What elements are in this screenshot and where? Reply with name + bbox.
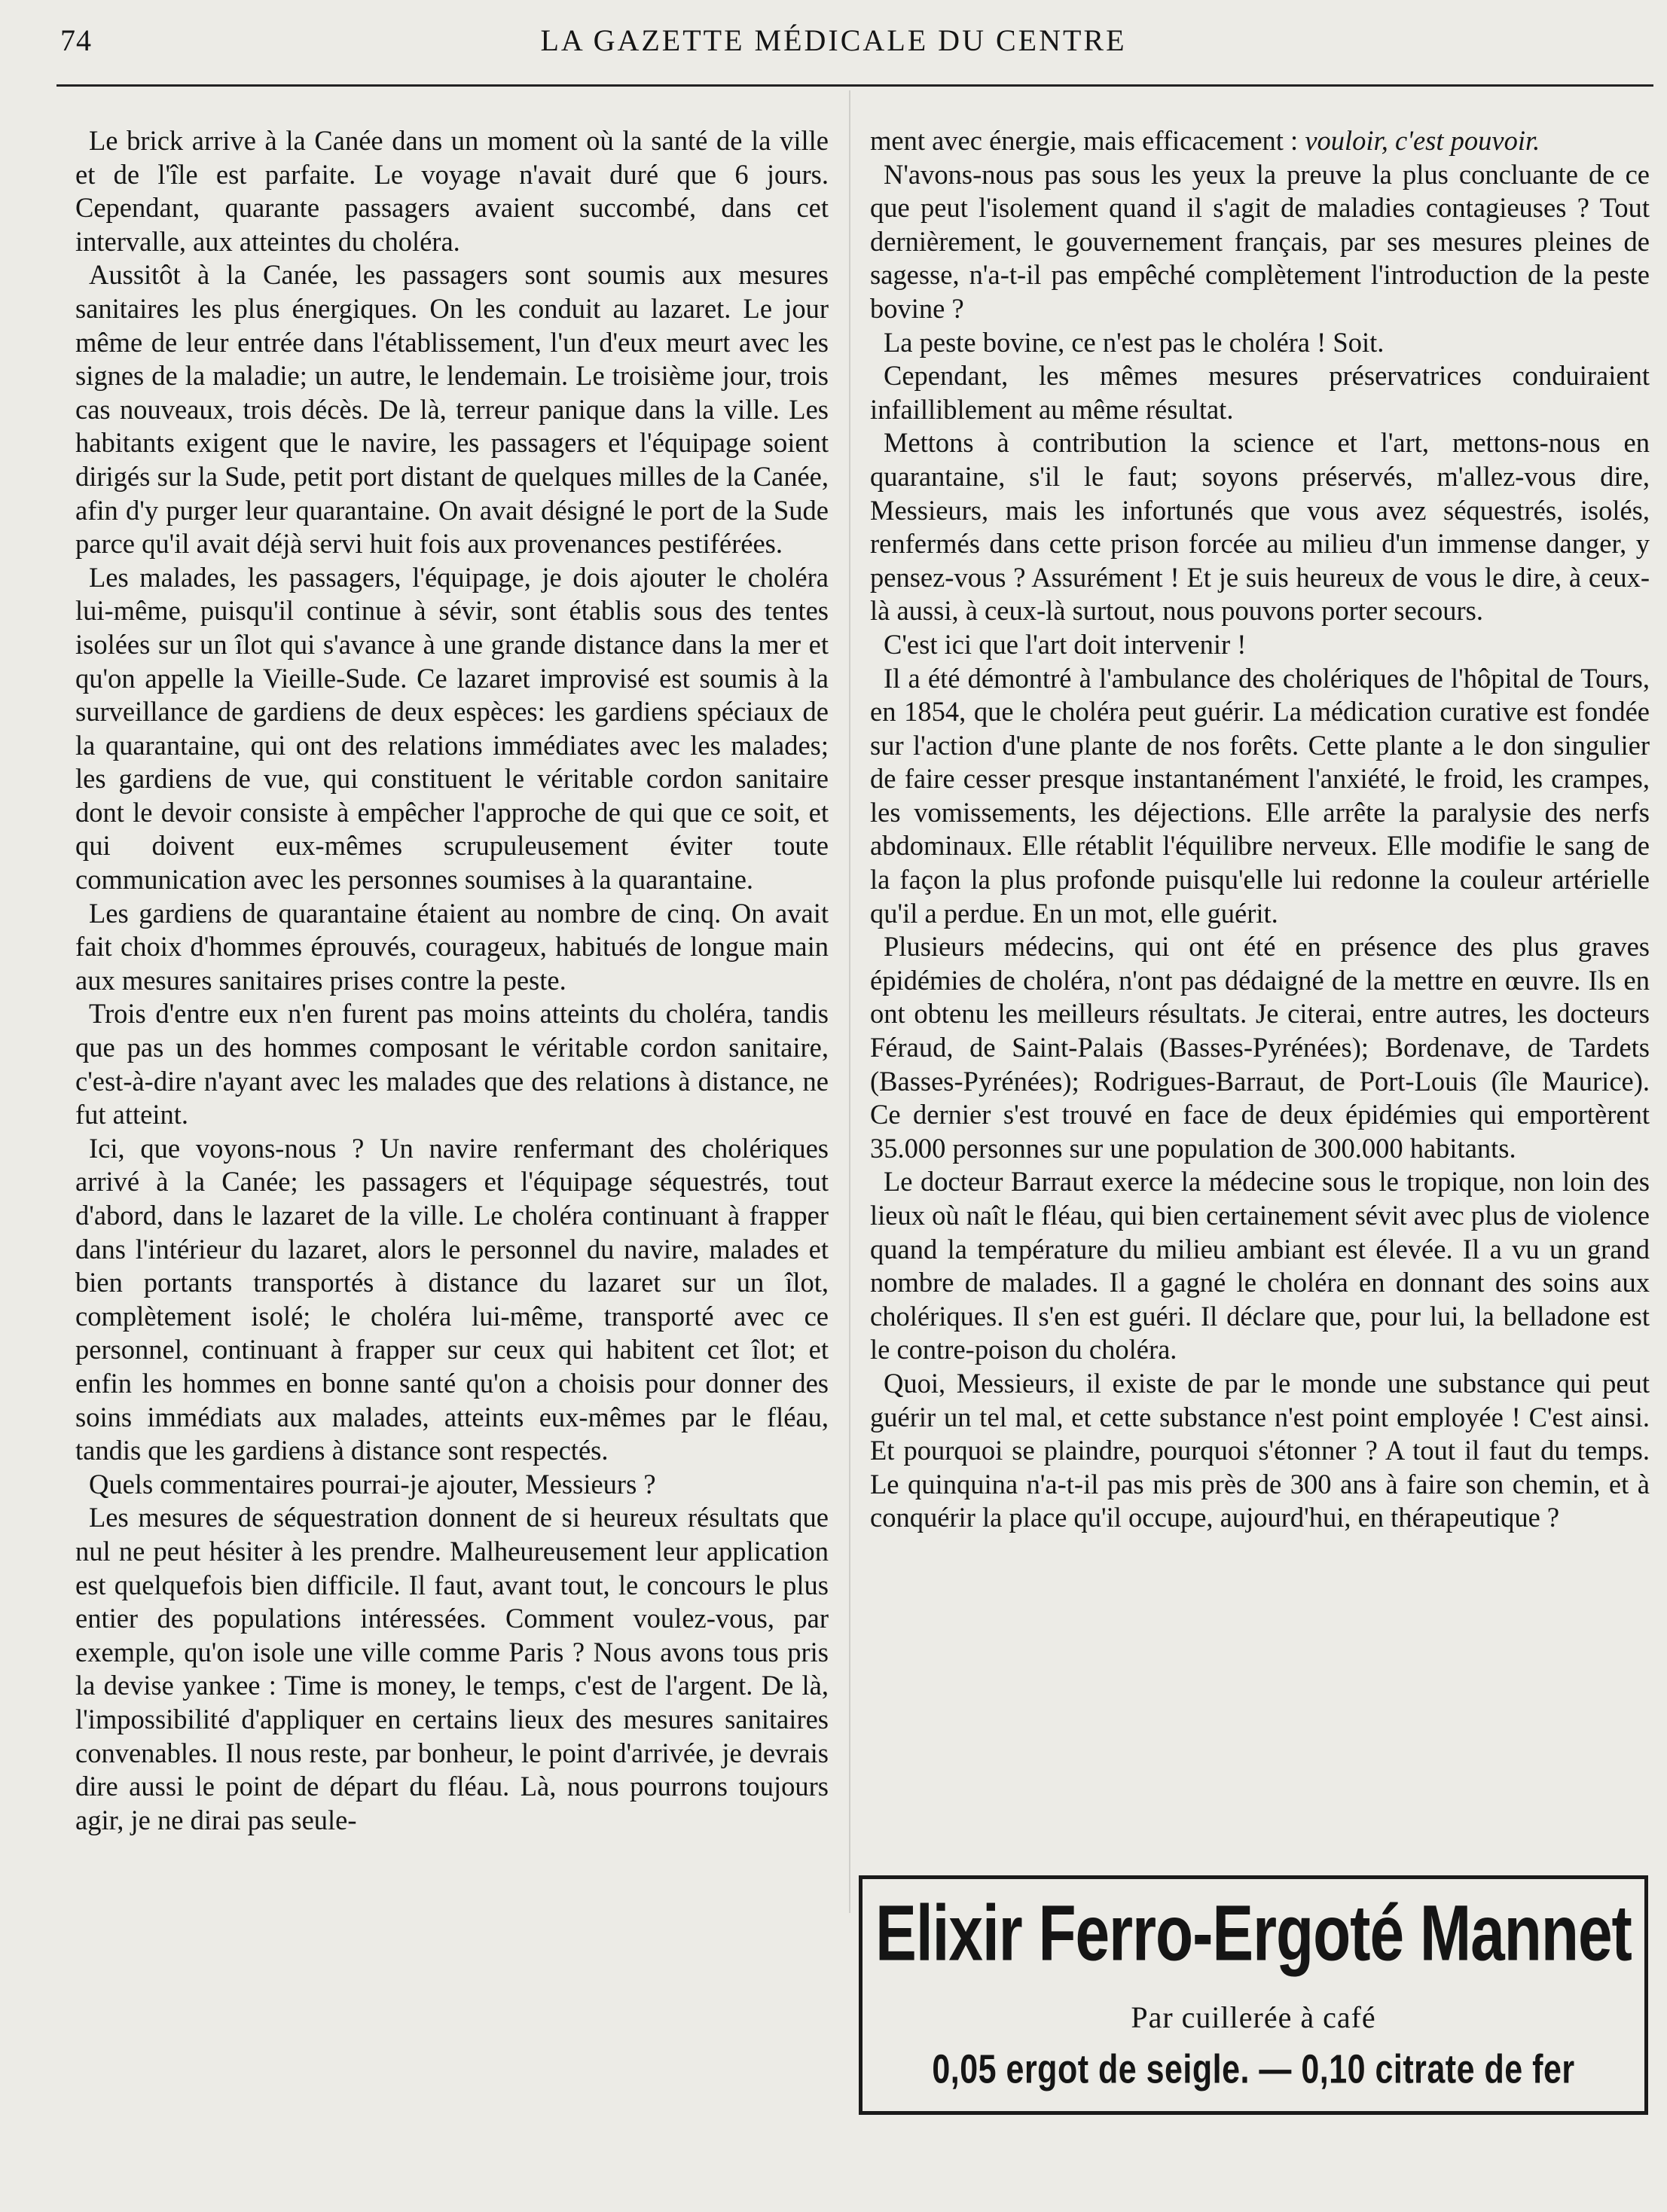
paragraph: Quoi, Messieurs, il existe de par le monde une substance qui peut guérir un tel mal, et cette substance n'est point employée ! C'est ainsi. Et pourquoi se plaindre, pourquoi s'étonner ? A tout il faut du temps. Le quinquina n'a-t-il pas mis près de 300 ans à faire son chemin, et à conquérir la place qu'il occupe, aujourd'hui, en thérapeutique ? [870,1367,1650,1533]
paragraph: N'avons-nous pas sous les yeux la preuve la plus concluante de ce que peut l'isolement quand il s'agit de maladies contagieuses ? Tout dernièrement, le gouvernement français, par ses mesures pleines de sagesse, n'a-t-il pas empêché complètement l'introduction de la peste bovine ? [870,158,1650,324]
continued-paragraph [870,124,1650,158]
left-column [75,124,829,1837]
paragraph: Trois d'entre eux n'en furent pas moins atteints du choléra, tandis que pas un des hommes composant le véritable cordon sanitaire, c'est-à-dire n'ayant avec les malades que des relations à distance, ne fut atteint. [75,998,829,1130]
ad-composition: 0,05 ergot de seigle. — 0,10 citrate de fer [932,2046,1575,2092]
paragraph: Les gardiens de quarantaine étaient au nombre de cinq. On avait fait choix d'hommes éprouvés, courageux, habitués de longue main aux mesures sanitaires prises contre la peste. [75,897,829,996]
paragraph: Ici, que voyons-nous ? Un navire renfermant des cholériques arrivé à la Canée; les passagers et l'équipage séquestrés, tout d'abord, dans le lazaret de la ville. Le choléra continuant à frapper dans l'intérieur du lazaret, alors le personnel du navire, malades et bien portants transportés à distance du lazaret sur un îlot, complètement isolé; le choléra lui-même, transporté avec ce personnel, continuant à frapper sur ceux qui habitent cet îlot; et enfin les hommes en bonne santé qu'on a choisis pour donner des soins immédiats aux malades, atteints eux-mêmes par le fléau, tandis que les gardiens à distance sont respectés. [75,1132,829,1466]
paragraph: Plusieurs médecins, qui ont été en présence des plus graves épidémies de choléra, n'ont pas dédaigné de la mettre en œuvre. Ils en ont obtenu les meilleurs résultats. Je citerai, entre autres, les docteurs Féraud, de Saint-Palais (Basses-Pyrénées); Bordenave, de Tardets (Basses-Pyrénées); Rodrigues-Barraut, de Port-Louis (île Maurice). Ce dernier s'est trouvé en face de deux épidémies qui emportèrent 35.000 personnes sur une population de 300.000 habitants. [870,931,1650,1164]
header-rule [56,84,1653,87]
right-column [870,124,1650,1535]
ad-title: Elixir Ferro-Ergoté Mannet [875,1890,1632,1978]
page-header [0,23,1667,68]
paragraph: Mettons à contribution la science et l'art, mettons-nous en quarantaine, s'il le faut; soyons préservés, m'allez-vous dire, Messieurs, mais les infortunés que vous avez séquestrés, isolés, renfermés dans cette prison forcée au milieu d'un immense danger, y pensez-vous ? Assurément ! Et je suis heureux de vous le dire, à ceux-là aussi, à ceux-là surtout, nous pouvons porter secours. [870,427,1650,627]
paragraph: Les malades, les passagers, l'équipage, je dois ajouter le choléra lui-même, puisqu'il continue à sévir, sont établis sous des tentes isolées sur un îlot qui s'avance à une grande distance dans la mer et qu'on appelle la Vieille-Sude. Ce lazaret improvisé est soumis à la surveillance de gardiens de deux espèces: les gardiens spéciaux de la quarantaine, qui ont des relations immédiates avec les malades; les gardiens de vue, qui constituent le véritable cordon sanitaire dont le devoir consiste à empêcher l'approche de qui que ce soit, et qui doivent eux-mêmes scrupuleusement éviter toute communication avec les personnes soumises à la quarantaine. [75,561,829,895]
paragraph: Le brick arrive à la Canée dans un moment où la santé de la ville et de l'île est parfaite. Le voyage n'avait duré que 6 jours. Cependant, quarante passagers avaient succombé, dans cet intervalle, aux atteintes du choléra. [75,125,829,257]
paragraph: Aussitôt à la Canée, les passagers sont soumis aux mesures sanitaires les plus énergiques. On les conduit au lazaret. Le jour même de leur entrée dans l'établissement, l'un d'eux meurt avec les signes de la maladie; un autre, le lendemain. Le troisième jour, trois cas nouveaux, trois décès. De là, terreur panique dans la ville. Les habitants exigent que le navire, les passagers et l'équipage soient dirigés sur la Sude, petit port distant de quelques milles de la Canée, afin d'y purger leur quarantaine. On avait désigné le port de la Sude parce qu'il avait déjà servi huit fois aux provenances pestiférées. [75,259,829,560]
paragraph: La peste bovine, ce n'est pas le choléra ! Soit. [884,326,1385,358]
advertisement-box [859,1875,1648,2115]
column-divider [849,90,850,1913]
paragraph: Le docteur Barraut exerce la médecine sous le tropique, non loin des lieux où naît le fléau, qui bien certainement sévit avec plus de violence quand la température du milieu ambiant est élevée. Il a vu un grand nombre de malades. Il a gagné le choléra en donnant des soins aux cholériques. Il s'en est guéri. Il déclare que, pour lui, la belladone est le contre-poison du choléra. [870,1166,1650,1365]
running-title: LA GAZETTE MÉDICALE DU CENTRE [540,23,1127,57]
paragraph: C'est ici que l'art doit intervenir ! [884,628,1247,660]
paragraph: Les mesures de séquestration donnent de si heureux résultats que nul ne peut hésiter à les prendre. Malheureusement leur application est quelquefois bien difficile. Il faut, avant tout, le concours le plus entier des populations intéressées. Comment voulez-vous, par exemple, qu'on isole une ville comme Paris ? Nous avons tous pris la devise yankee : Time is money, le temps, c'est de l'argent. De là, l'impossibilité d'appliquer en certains lieux des mesures sanitaires convenables. Il nous reste, par bonheur, le point d'arrivée, je devrais dire aussi le point de départ du fléau. Là, nous pourrons toujours agir, je ne dirai pas seule- [75,1502,829,1835]
ad-subtitle: Par cuillerée à café [1131,2000,1376,2034]
paragraph: Cependant, les mêmes mesures préservatrices conduiraient infailliblement au même résultat. [870,360,1650,425]
paragraph: Il a été démontré à l'ambulance des cholériques de l'hôpital de Tours, en 1854, que le choléra peut guérir. La médication curative est fondée sur l'action d'une plante de nos forêts. Cette plante a le don singulier de faire cesser presque instantanément l'anxiété, le froid, les crampes, les vomissements, les déjections. Elle arrête la paralysie des nerfs abdominaux. Elle rétablit l'équilibre nerveux. Elle modifie le sang de la façon la plus profonde puisqu'elle lui redonne la couleur artérielle qu'il a perdue. En un mot, elle guérit. [870,662,1650,929]
paragraph: Quels commentaires pourrai-je ajouter, Messieurs ? [89,1468,656,1500]
page-number: 74 [60,23,92,57]
italic-motto: vouloir, c'est pouvoir. [1305,125,1540,156]
continued-text: ment avec énergie, mais efficacement : [870,125,1305,156]
